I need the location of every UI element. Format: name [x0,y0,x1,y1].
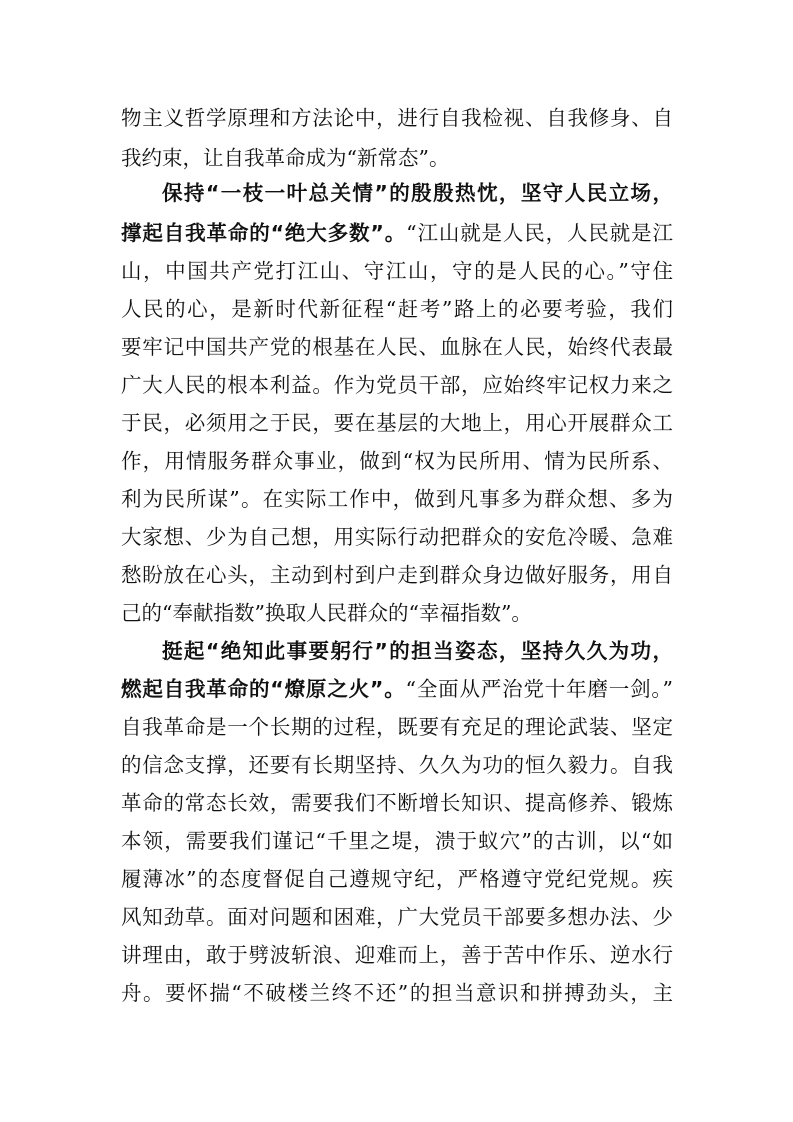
text-line: 作，用情服务群众事业，做到“权为民所用、情为民所系、 [121,449,673,473]
text-line: 本领，需要我们谨记“千里之堤，溃于蚁穴”的古训，以“如 [121,829,673,853]
text-line: 要牢记中国共产党的根基在人民、血脉在人民，始终代表最 [121,335,673,359]
text-line: 自我革命是一个长期的过程，既要有充足的理论武装、坚定 [121,715,673,739]
text-line: 的信念支撑，还要有长期坚持、久久为功的恒久毅力。自我 [121,753,673,777]
text-line: 愁盼放在心头，主动到村到户走到群众身边做好服务，用自 [121,563,673,587]
text-line: 大家想、少为自己想，用实际行动把群众的安危冷暖、急难 [121,525,673,549]
text-line: 利为民所谋”。在实际工作中，做到凡事多为群众想、多为 [121,487,673,511]
text-line: 广大人民的根本利益。作为党员干部，应始终牢记权力来之 [121,373,673,397]
text-line: 我约束，让自我革命成为“新常态”。 [121,146,450,170]
text-line: 己的“奉献指数”换取人民群众的“幸福指数”。 [121,601,532,625]
paragraph-heading-line: 保持“一枝一叶总关情”的殷殷热忱，坚守人民立场， [162,181,673,205]
text-line: 风知劲草。面对问题和困难，广大党员干部要多想办法、少 [121,905,673,929]
paragraph-heading-line: 撑起自我革命的“绝大多数”。“江山就是人民，人民就是江 [121,221,674,245]
paragraph-heading-line: 燃起自我革命的“燎原之火”。“全面从严治党十年磨一剑。” [121,677,673,701]
text-line: 革命的常态长效，需要我们不断增长知识、提高修养、锻炼 [121,791,673,815]
text-line: 讲理由，敢于劈波斩浪、迎难而上，善于苦中作乐、逆水行 [121,943,673,967]
text-line: 物主义哲学原理和方法论中，进行自我检视、自我修身、自 [121,106,673,130]
text-line: 舟。要怀揣“不破楼兰终不还”的担当意识和拼搏劲头，主 [121,981,673,1005]
text-line: 于民，必须用之于民，要在基层的大地上，用心开展群众工 [121,411,673,435]
text-line: 人民的心，是新时代新征程“赶考”路上的必要考验，我们 [121,297,673,321]
text-line: 履薄冰”的态度督促自己遵规守纪，严格遵守党纪党规。疾 [121,867,673,891]
text-line: 山，中国共产党打江山、守江山，守的是人民的心。”守住 [121,259,673,283]
paragraph-heading-line: 挺起“绝知此事要躬行”的担当姿态，坚持久久为功， [162,639,673,663]
